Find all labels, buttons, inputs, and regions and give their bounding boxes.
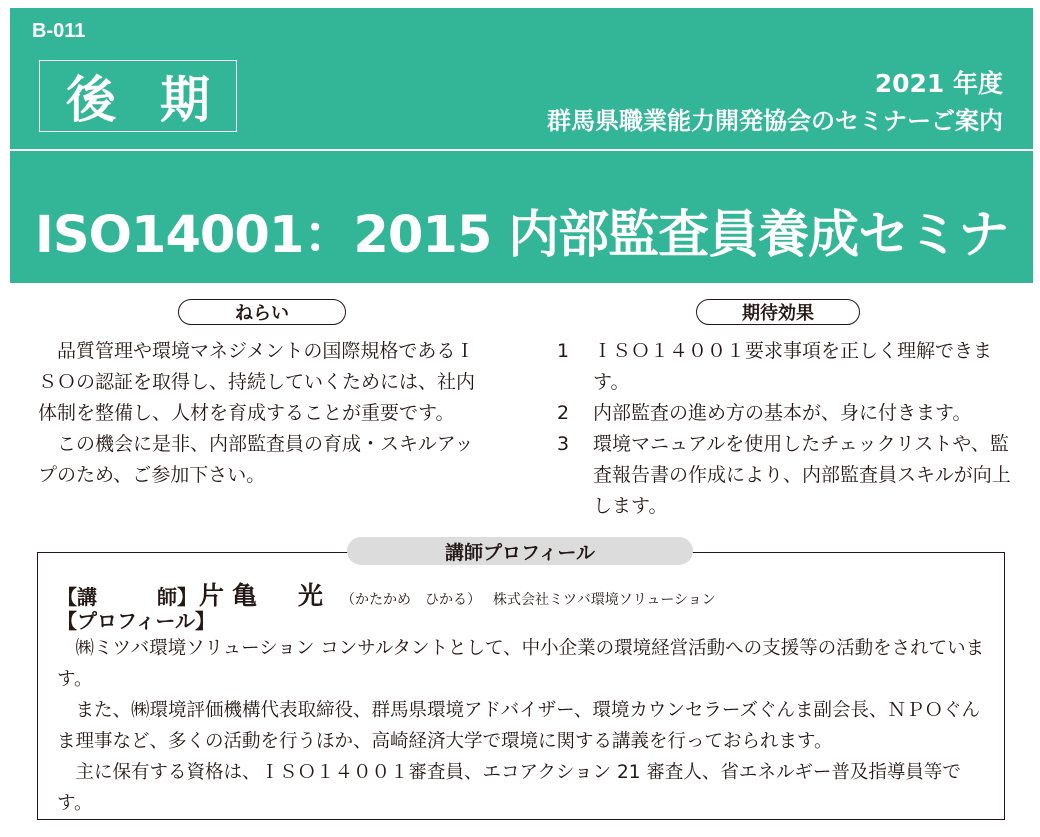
item-number: 3	[557, 433, 570, 455]
item-text: ＩＳＯ１４００１要求事項を正しく理解できます。	[593, 340, 993, 393]
fiscal-year: 2021 年度	[874, 69, 1003, 98]
header-divider	[10, 149, 1033, 151]
item-text: 環境マニュアルを使用したチェックリストや、監査報告書の作成により、内部監査員スキルが向上します。	[593, 433, 1011, 517]
profile-paragraph: また、㈱環境評価機構代表取締役、群馬県環境アドバイザー、環境カウンセラーズぐんま副会長、ＮＰＯぐんま理事など、多くの活動を行うほか、高崎経済大学で環境に関する講義を行っておられます。	[57, 700, 980, 752]
instructor-name: 片亀 光	[199, 581, 332, 610]
term-label: 後期	[66, 71, 254, 129]
seminar-title: ISO14001：2015 内部監査員養成セミナー	[34, 206, 1009, 339]
list-item	[557, 336, 1017, 398]
list-item	[557, 398, 1017, 429]
aims-paragraph: 品質管理や環境マネジメントの国際規格であるＩＳＯの認証を取得し、持続していくためには、社内体制を整備し、人材を育成することが重要です。	[38, 340, 476, 424]
profile-label: 【プロフィール】	[57, 609, 215, 633]
aims-text	[38, 336, 488, 491]
aims-heading: ねらい	[178, 299, 346, 325]
item-number: 2	[557, 402, 570, 424]
instructor-line	[57, 576, 716, 608]
effects-list	[557, 336, 1017, 522]
organization-line: 群馬県職業能力開発協会のセミナーご案内	[547, 107, 1003, 135]
profile-paragraph: ㈱ミツバ環境ソリューション コンサルタントとして、中小企業の環境経営活動への支援等の活動をされています。	[57, 638, 985, 690]
instructor-company: 株式会社ミツバ環境ソリューション	[493, 592, 716, 608]
aims-paragraph: この機会に是非、内部監査員の育成・スキルアップのため、ご参加下さい。	[38, 433, 474, 486]
instructor-kana: （かたかめ ひかる）	[341, 592, 482, 608]
seminar-code: B-011	[32, 20, 86, 42]
item-text: 内部監査の進め方の基本が、身に付きます。	[593, 402, 972, 424]
term-box	[39, 60, 254, 132]
profile-heading: 講師プロフィール	[347, 537, 693, 565]
item-number: 1	[557, 340, 570, 362]
instructor-label: 【講 師】	[57, 585, 197, 609]
list-item	[557, 429, 1017, 522]
effects-heading: 期待効果	[696, 299, 860, 325]
profile-body	[57, 633, 987, 819]
profile-paragraph: 主に保有する資格は、ＩＳＯ１４００１審査員、エコアクション 21 審査人、省エネルギー普及指導員等です。	[57, 762, 961, 814]
